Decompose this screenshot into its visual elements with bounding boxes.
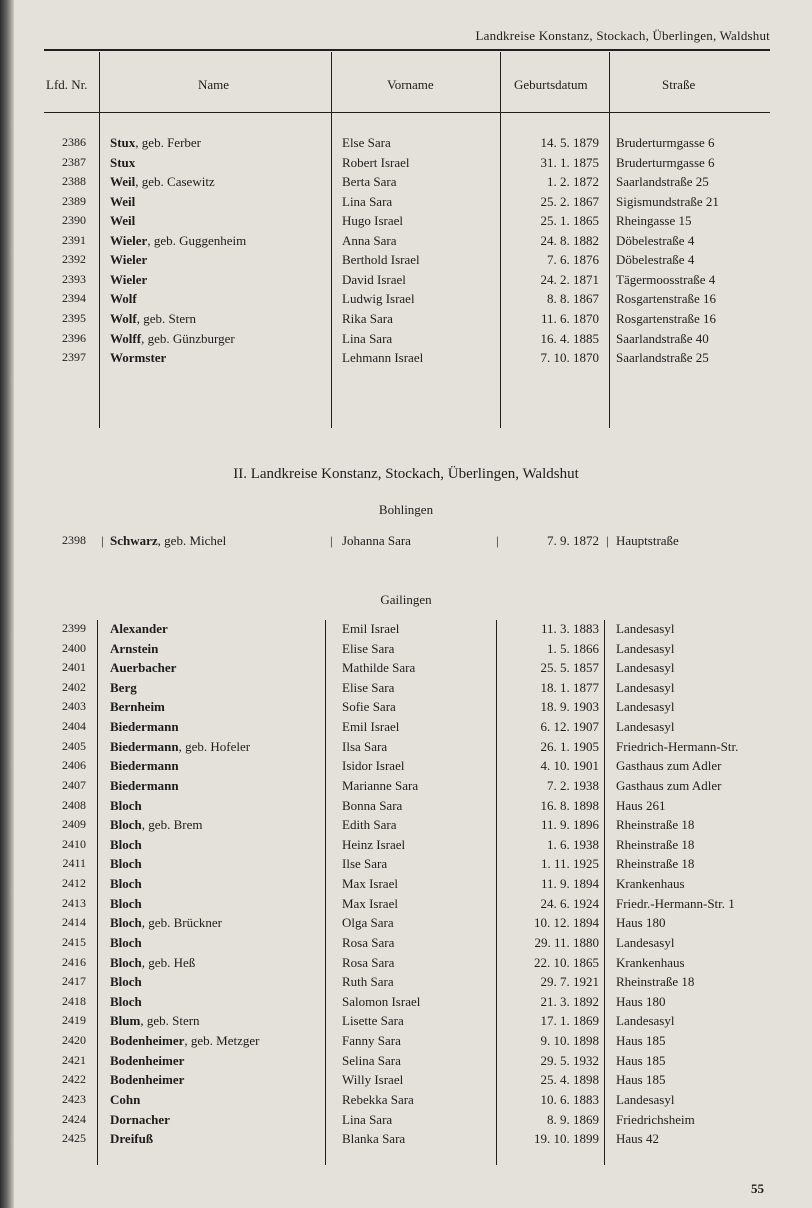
row-first-name: Selina Sara <box>342 1052 401 1068</box>
row-surname: Bloch, geb. Heß <box>110 954 196 970</box>
row-birth-date: 11. 9. 1894 <box>540 876 599 892</box>
row-number: 2404 <box>62 719 86 734</box>
row-first-name: Edith Sara <box>342 817 397 833</box>
row-surname: Dornacher <box>110 1111 170 1127</box>
row-street: Bruderturmgasse 6 <box>616 154 715 170</box>
table-row <box>0 621 812 640</box>
row-number: 2406 <box>62 758 86 773</box>
row-birth-date: 14. 5. 1879 <box>540 135 599 150</box>
row-first-name: Robert Israel <box>342 154 410 170</box>
row-number: 2411 <box>62 856 86 871</box>
row-street: Landesasyl <box>616 660 675 676</box>
row-street: Tägermoosstraße 4 <box>616 271 716 287</box>
table-row <box>0 252 812 271</box>
row-street: Rheingasse 15 <box>616 213 692 229</box>
table-row <box>0 739 812 758</box>
row-street: Haus 185 <box>616 1052 666 1068</box>
row-birth-date: 10. 12. 1894 <box>534 915 599 931</box>
row-number: 2389 <box>62 193 86 208</box>
table-row <box>0 699 812 718</box>
row-number: 2423 <box>62 1091 86 1106</box>
table-row <box>0 955 812 974</box>
row-first-name: Rosa Sara <box>342 934 395 950</box>
row-birth-date: 25. 4. 1898 <box>540 1072 599 1088</box>
row-surname: Berg <box>110 679 137 695</box>
table-row <box>0 533 812 552</box>
row-birth-date: 7. 2. 1938 <box>547 777 599 793</box>
row-street: Haus 180 <box>616 993 666 1009</box>
table-row <box>0 837 812 856</box>
table-row <box>0 155 812 174</box>
row-surname: Bloch <box>110 895 142 911</box>
row-surname: Wolf, geb. Stern <box>110 310 196 326</box>
row-birth-date: 1. 2. 1872 <box>547 174 599 190</box>
row-street: Haus 185 <box>616 1033 666 1049</box>
row-number: 2408 <box>62 797 86 812</box>
row-birth-date: 10. 6. 1883 <box>540 1091 599 1107</box>
table-row <box>0 350 812 369</box>
row-surname: Alexander <box>110 621 168 636</box>
row-surname: Auerbacher <box>110 660 177 676</box>
row-number: 2422 <box>62 1072 86 1087</box>
row-number: 2416 <box>62 954 86 969</box>
row-birth-date: 25. 1. 1865 <box>540 213 599 229</box>
row-number: 2395 <box>62 310 86 325</box>
row-first-name: Ilse Sara <box>342 856 388 872</box>
table-row <box>0 194 812 213</box>
row-number: 2410 <box>62 836 86 851</box>
row-street: Landesasyl <box>616 640 675 656</box>
row-street: Krankenhaus <box>616 954 685 970</box>
table-row <box>0 272 812 291</box>
row-birth-date: 11. 9. 1896 <box>540 817 599 833</box>
table-row <box>0 174 812 193</box>
row-birth-date: 8. 8. 1867 <box>547 291 599 307</box>
column-header-name: Name <box>198 77 230 92</box>
column-divider: | <box>101 533 104 548</box>
row-first-name: Heinz Israel <box>342 836 406 852</box>
row-first-name: Lisette Sara <box>342 1013 404 1029</box>
row-birth-date: 16. 8. 1898 <box>540 797 599 813</box>
row-first-name: Ilsa Sara <box>342 738 388 754</box>
row-birth-date: 16. 4. 1885 <box>540 330 599 346</box>
row-surname: Weil, geb. Casewitz <box>110 174 215 190</box>
row-number: 2419 <box>62 1013 86 1028</box>
row-birth-date: 6. 12. 1907 <box>540 719 599 735</box>
row-surname: Wolf <box>110 291 137 307</box>
row-street: Haus 185 <box>616 1072 666 1088</box>
row-birth-date: 9. 10. 1898 <box>540 1033 599 1049</box>
row-birth-date: 24. 8. 1882 <box>540 232 599 248</box>
row-first-name: Berta Sara <box>342 174 397 190</box>
running-header: Landkreise Konstanz, Stockach, Überlingen, Waldshut <box>475 28 770 43</box>
row-surname: Wieler, geb. Guggenheim <box>110 232 247 248</box>
row-surname: Weil <box>110 193 136 209</box>
row-number: 2388 <box>62 174 86 189</box>
row-street: Friedrichsheim <box>616 1111 695 1127</box>
row-street: Landesasyl <box>616 1013 675 1029</box>
row-first-name: Anna Sara <box>342 232 397 248</box>
row-surname: Cohn <box>110 1091 141 1107</box>
row-first-name: Ludwig Israel <box>342 291 415 307</box>
row-birth-date: 17. 1. 1869 <box>540 1013 599 1029</box>
row-street: Saarlandstraße 40 <box>616 330 709 346</box>
table-row <box>0 660 812 679</box>
row-surname: Wolff, geb. Günzburger <box>110 330 235 346</box>
row-number: 2401 <box>62 660 86 675</box>
row-first-name: Lehmann Israel <box>342 350 424 366</box>
row-street: Landesasyl <box>616 679 675 695</box>
row-number: 2400 <box>62 640 86 655</box>
table-row <box>0 233 812 252</box>
row-street: Landesasyl <box>616 719 675 735</box>
row-surname: Schwarz, geb. Michel <box>110 533 227 548</box>
row-street: Haus 261 <box>616 797 666 813</box>
row-birth-date: 4. 10. 1901 <box>540 758 599 774</box>
row-street: Sigismundstraße 21 <box>616 193 719 209</box>
row-number: 2409 <box>62 817 86 832</box>
row-surname: Wormster <box>110 350 167 366</box>
row-first-name: Salomon Israel <box>342 993 421 1009</box>
table-row <box>0 719 812 738</box>
row-birth-date: 7. 9. 1872 <box>547 533 599 548</box>
row-street: Rheinstraße 18 <box>616 856 695 872</box>
row-first-name: Rebekka Sara <box>342 1091 414 1107</box>
row-birth-date: 7. 10. 1870 <box>540 350 599 366</box>
row-street: Rheinstraße 18 <box>616 974 695 990</box>
row-first-name: Lina Sara <box>342 1111 393 1127</box>
row-first-name: Sofie Sara <box>342 699 396 715</box>
row-surname: Bloch, geb. Brückner <box>110 915 222 931</box>
row-street: Gasthaus zum Adler <box>616 758 722 774</box>
row-birth-date: 1. 11. 1925 <box>540 856 599 872</box>
row-first-name: Isidor Israel <box>342 758 405 774</box>
row-street: Friedr.-Hermann-Str. 1 <box>616 895 735 911</box>
column-divider: | <box>496 533 499 548</box>
row-first-name: Max Israel <box>342 876 398 892</box>
table-row <box>0 331 812 350</box>
row-number: 2391 <box>62 232 86 247</box>
row-street: Haus 42 <box>616 1131 659 1147</box>
row-first-name: Rika Sara <box>342 310 393 326</box>
row-first-name: Else Sara <box>342 135 391 150</box>
row-street: Hauptstraße <box>616 533 679 548</box>
row-street: Landesasyl <box>616 934 675 950</box>
row-surname: Bodenheimer <box>110 1072 185 1088</box>
place-heading-bohlingen: Bohlingen <box>378 502 434 517</box>
row-number: 2425 <box>62 1131 86 1146</box>
row-surname: Weil <box>110 213 136 229</box>
row-number: 2417 <box>62 974 86 989</box>
row-first-name: Emil Israel <box>342 719 400 735</box>
row-number: 2402 <box>62 679 86 694</box>
column-header-street: Straße <box>662 77 696 92</box>
row-first-name: Marianne Sara <box>342 777 419 793</box>
row-first-name: Mathilde Sara <box>342 660 416 676</box>
table-row <box>0 1092 812 1111</box>
row-first-name: Rosa Sara <box>342 954 395 970</box>
row-birth-date: 29. 11. 1880 <box>534 934 599 950</box>
row-number: 2393 <box>62 271 86 286</box>
row-first-name: Emil Israel <box>342 621 400 636</box>
row-number: 2421 <box>62 1052 86 1067</box>
row-surname: Dreifuß <box>110 1131 154 1147</box>
row-number: 2396 <box>62 330 86 345</box>
row-first-name: Blanka Sara <box>342 1131 406 1147</box>
table-row <box>0 817 812 836</box>
row-surname: Bodenheimer <box>110 1052 185 1068</box>
row-first-name: Lina Sara <box>342 330 393 346</box>
row-surname: Bloch, geb. Brem <box>110 817 203 833</box>
row-first-name: David Israel <box>342 271 406 287</box>
row-surname: Bloch <box>110 856 142 872</box>
table-row <box>0 974 812 993</box>
row-birth-date: 29. 7. 1921 <box>540 974 599 990</box>
row-street: Rosgartenstraße 16 <box>616 310 717 326</box>
row-first-name: Lina Sara <box>342 193 393 209</box>
row-number: 2424 <box>62 1111 86 1126</box>
row-surname: Stux <box>110 154 136 170</box>
row-street: Rheinstraße 18 <box>616 817 695 833</box>
row-street: Haus 180 <box>616 915 666 931</box>
row-surname: Bloch <box>110 797 142 813</box>
table-row <box>0 935 812 954</box>
column-header-rule <box>44 112 770 113</box>
table-row <box>0 1033 812 1052</box>
row-surname: Bloch <box>110 876 142 892</box>
table-row <box>0 213 812 232</box>
row-first-name: Ruth Sara <box>342 974 394 990</box>
row-first-name: Johanna Sara <box>342 533 411 548</box>
row-number: 2394 <box>62 291 86 306</box>
row-street: Rosgartenstraße 16 <box>616 291 717 307</box>
table-row <box>0 311 812 330</box>
table-row <box>0 758 812 777</box>
table-row <box>0 135 812 154</box>
row-number: 2398 <box>62 533 86 547</box>
row-surname: Biedermann <box>110 777 179 793</box>
row-number: 2392 <box>62 252 86 267</box>
row-street: Döbelestraße 4 <box>616 252 695 268</box>
row-birth-date: 21. 3. 1892 <box>540 993 599 1009</box>
page-number: 55 <box>751 1181 764 1196</box>
row-surname: Wieler <box>110 252 148 268</box>
row-street: Krankenhaus <box>616 876 685 892</box>
row-number: 2387 <box>62 154 86 169</box>
column-divider: | <box>606 533 609 548</box>
row-number: 2420 <box>62 1033 86 1048</box>
row-street: Landesasyl <box>616 699 675 715</box>
row-number: 2405 <box>62 738 86 753</box>
row-number: 2403 <box>62 699 86 714</box>
row-street: Gasthaus zum Adler <box>616 777 722 793</box>
row-birth-date: 19. 10. 1899 <box>534 1131 599 1147</box>
row-number: 2399 <box>62 621 86 635</box>
table-row <box>0 291 812 310</box>
row-birth-date: 18. 1. 1877 <box>540 679 599 695</box>
row-street: Bruderturmgasse 6 <box>616 135 715 150</box>
table-row <box>0 994 812 1013</box>
table-row <box>0 896 812 915</box>
row-surname: Bloch <box>110 974 142 990</box>
row-birth-date: 22. 10. 1865 <box>534 954 599 970</box>
place-heading-gailingen: Gailingen <box>380 592 432 607</box>
row-birth-date: 8. 9. 1869 <box>547 1111 599 1127</box>
row-surname: Stux, geb. Ferber <box>110 135 201 150</box>
section-title: II. Landkreise Konstanz, Stockach, Überlingen, Waldshut <box>233 466 579 482</box>
row-surname: Blum, geb. Stern <box>110 1013 200 1029</box>
row-number: 2413 <box>62 895 86 910</box>
row-birth-date: 11. 3. 1883 <box>540 621 599 636</box>
row-birth-date: 25. 2. 1867 <box>540 193 599 209</box>
column-divider: | <box>330 533 333 548</box>
row-first-name: Fanny Sara <box>342 1033 401 1049</box>
row-surname: Bodenheimer, geb. Metzger <box>110 1033 260 1049</box>
header-rule <box>44 49 770 51</box>
row-street: Saarlandstraße 25 <box>616 174 709 190</box>
row-surname: Bloch <box>110 993 142 1009</box>
row-surname: Wieler <box>110 271 148 287</box>
row-surname: Bloch <box>110 836 142 852</box>
row-number: 2412 <box>62 876 86 891</box>
row-first-name: Elise Sara <box>342 679 395 695</box>
row-street: Friedrich-Hermann-Str. <box>616 738 739 754</box>
row-first-name: Bonna Sara <box>342 797 403 813</box>
row-surname: Biedermann <box>110 719 179 735</box>
row-birth-date: 26. 1. 1905 <box>540 738 599 754</box>
row-birth-date: 24. 2. 1871 <box>540 271 599 287</box>
table-row <box>0 1112 812 1131</box>
row-street: Döbelestraße 4 <box>616 232 695 248</box>
table-row <box>0 876 812 895</box>
row-birth-date: 25. 5. 1857 <box>540 660 599 676</box>
row-number: 2415 <box>62 934 86 949</box>
row-number: 2407 <box>62 777 86 792</box>
row-birth-date: 7. 6. 1876 <box>547 252 599 268</box>
row-number: 2397 <box>62 350 86 365</box>
row-street: Landesasyl <box>616 621 675 636</box>
table-row <box>0 641 812 660</box>
row-street: Rheinstraße 18 <box>616 836 695 852</box>
row-birth-date: 1. 5. 1866 <box>547 640 599 656</box>
column-header-first-name: Vorname <box>387 77 434 92</box>
column-header-birth-date: Geburtsdatum <box>514 77 588 92</box>
row-street: Landesasyl <box>616 1091 675 1107</box>
table-row <box>0 1072 812 1091</box>
table-row <box>0 1013 812 1032</box>
row-surname: Bloch <box>110 934 142 950</box>
row-first-name: Elise Sara <box>342 640 395 656</box>
table-row <box>0 778 812 797</box>
row-birth-date: 29. 5. 1932 <box>540 1052 599 1068</box>
row-birth-date: 24. 6. 1924 <box>540 895 599 911</box>
row-number: 2386 <box>62 135 86 149</box>
table-row <box>0 1131 812 1150</box>
row-first-name: Max Israel <box>342 895 398 911</box>
table-row <box>0 1053 812 1072</box>
column-header-nr: Lfd. Nr. <box>46 77 88 92</box>
row-surname: Biedermann <box>110 758 179 774</box>
row-street: Saarlandstraße 25 <box>616 350 709 366</box>
table-row <box>0 856 812 875</box>
row-first-name: Hugo Israel <box>342 213 404 229</box>
row-surname: Bernheim <box>110 699 165 715</box>
row-number: 2390 <box>62 213 86 228</box>
row-birth-date: 18. 9. 1903 <box>540 699 599 715</box>
row-number: 2418 <box>62 993 86 1008</box>
row-surname: Biedermann, geb. Hofeler <box>110 738 251 754</box>
table-row <box>0 915 812 934</box>
table-row <box>0 798 812 817</box>
row-number: 2414 <box>62 915 86 930</box>
row-first-name: Olga Sara <box>342 915 394 931</box>
row-birth-date: 11. 6. 1870 <box>540 310 599 326</box>
table-row <box>0 680 812 699</box>
row-birth-date: 1. 6. 1938 <box>547 836 599 852</box>
row-birth-date: 31. 1. 1875 <box>540 154 599 170</box>
row-first-name: Berthold Israel <box>342 252 420 268</box>
row-surname: Arnstein <box>110 640 159 656</box>
row-first-name: Willy Israel <box>342 1072 404 1088</box>
